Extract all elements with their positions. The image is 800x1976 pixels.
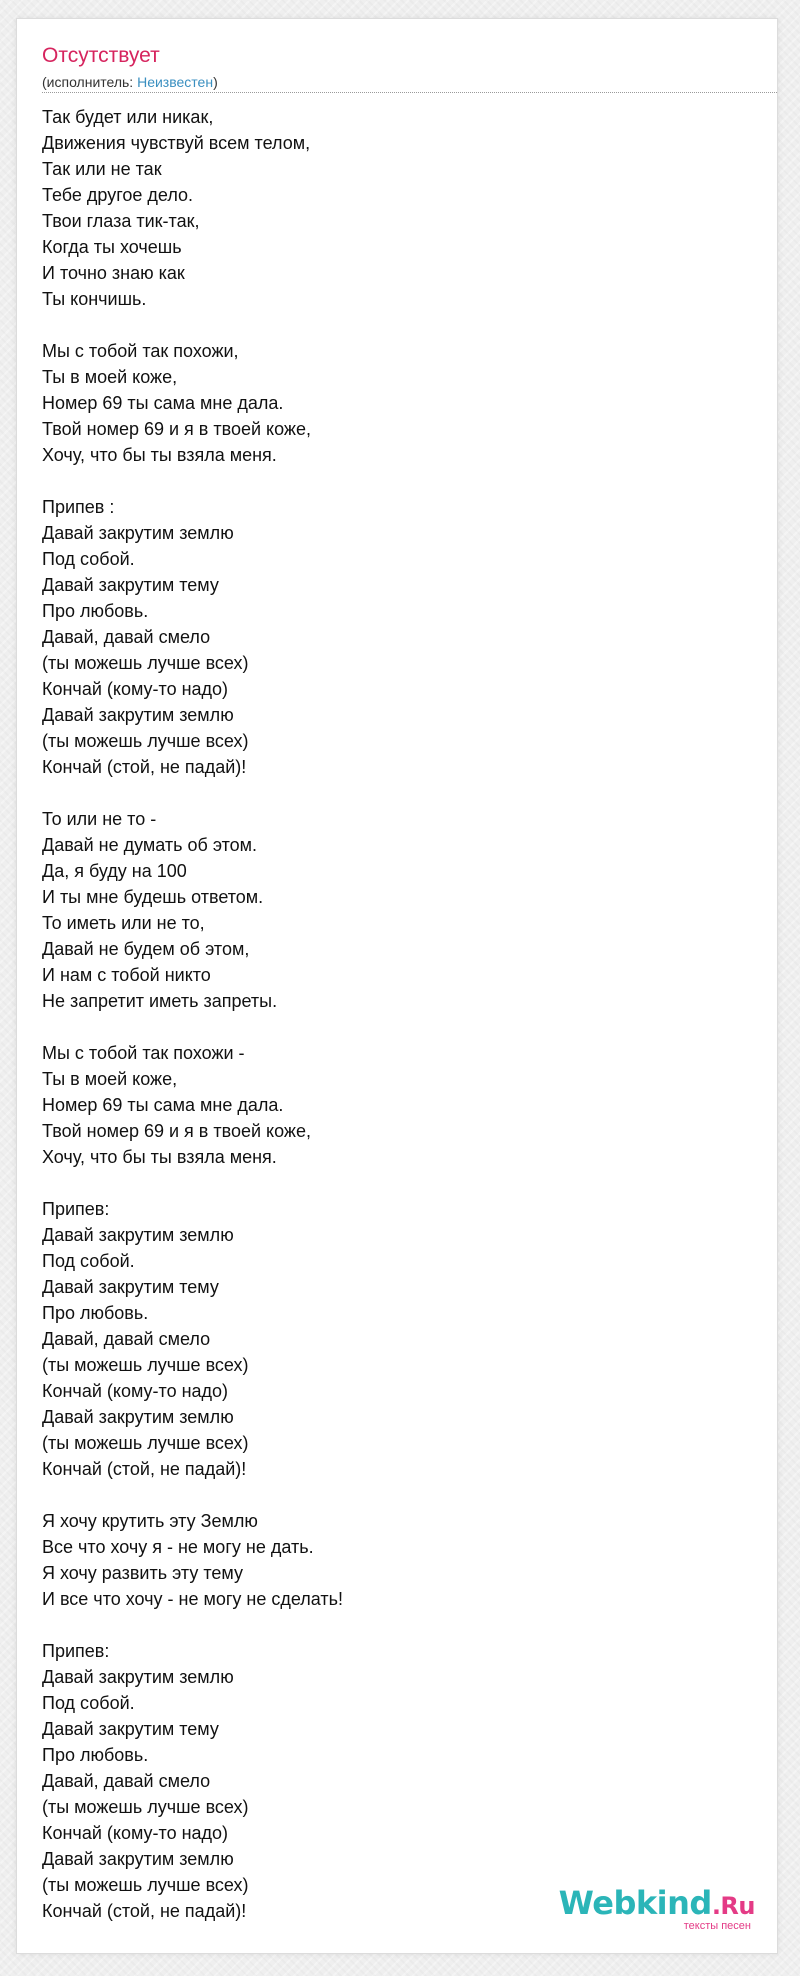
lyrics-text	[42, 104, 762, 1924]
lyric-line: Хочу, что бы ты взяла меня.	[42, 1147, 277, 1167]
stanza-gap	[42, 468, 762, 494]
lyric-line: Давай закрутим тему	[42, 1277, 219, 1297]
lyric-line: То иметь или не то,	[42, 913, 205, 933]
lyric-line: Твои глаза тик-так,	[42, 211, 200, 231]
lyric-line: Припев:	[42, 1199, 110, 1219]
lyric-line: Давай закрутим землю	[42, 523, 234, 543]
lyric-line: Кончай (стой, не падай)!	[42, 757, 247, 777]
lyric-line: Припев :	[42, 497, 115, 517]
logo-name: Webkind	[558, 1884, 712, 1922]
lyric-line: Давай закрутим землю	[42, 705, 234, 725]
lyric-line: И точно знаю как	[42, 263, 185, 283]
logo-tagline: тексты песен	[683, 1920, 751, 1932]
lyric-line: Да, я буду на 100	[42, 861, 187, 881]
stanza-gap	[42, 1612, 762, 1638]
lyric-line: Давай, давай смело	[42, 1771, 211, 1791]
site-logo[interactable]	[555, 1883, 755, 1935]
lyric-line: Под собой.	[42, 549, 135, 569]
lyric-line: Ты кончишь.	[42, 289, 147, 309]
lyric-line: Твой номер 69 и я в твоей коже,	[42, 419, 311, 439]
lyric-line: Припев:	[42, 1641, 110, 1661]
divider	[42, 92, 777, 93]
lyric-line: (ты можешь лучше всех)	[42, 653, 249, 673]
lyric-line: То или не то -	[42, 809, 157, 829]
stanza-gap	[42, 312, 762, 338]
lyric-line: Про любовь.	[42, 1745, 149, 1765]
logo-tld: .Ru	[711, 1892, 755, 1920]
song-title: Отсутствует	[42, 44, 160, 67]
lyric-line: (ты можешь лучше всех)	[42, 1875, 249, 1895]
lyric-line: Под собой.	[42, 1693, 135, 1713]
lyric-line: Давай, давай смело	[42, 627, 211, 647]
lyric-line: Все что хочу я - не могу не дать.	[42, 1537, 314, 1557]
lyric-line: Номер 69 ты сама мне дала.	[42, 1095, 284, 1115]
artist-link[interactable]: Неизвестен	[137, 74, 214, 90]
stanza-gap	[42, 1170, 762, 1196]
lyric-line: Номер 69 ты сама мне дала.	[42, 393, 284, 413]
lyrics-card	[16, 18, 778, 1954]
lyric-line: Хочу, что бы ты взяла меня.	[42, 445, 277, 465]
lyric-line: Твой номер 69 и я в твоей коже,	[42, 1121, 311, 1141]
lyric-line: И ты мне будешь ответом.	[42, 887, 264, 907]
lyric-line: (ты можешь лучше всех)	[42, 1433, 249, 1453]
lyric-line: (ты можешь лучше всех)	[42, 1355, 249, 1375]
lyric-line: Давай не думать об этом.	[42, 835, 258, 855]
stanza-gap	[42, 780, 762, 806]
lyric-line: Давай закрутим землю	[42, 1407, 234, 1427]
lyric-line: Движения чувствуй всем телом,	[42, 133, 311, 153]
lyric-line: Кончай (стой, не падай)!	[42, 1459, 247, 1479]
artist-line	[42, 73, 218, 91]
lyric-line: Давай закрутим землю	[42, 1225, 234, 1245]
lyric-line: Давай, давай смело	[42, 1329, 211, 1349]
lyric-line: Ты в моей коже,	[42, 1069, 178, 1089]
lyric-line: (ты можешь лучше всех)	[42, 1797, 249, 1817]
lyric-line: Давай закрутим тему	[42, 1719, 219, 1739]
lyric-line: Давай закрутим тему	[42, 575, 219, 595]
lyric-line: Мы с тобой так похожи -	[42, 1043, 245, 1063]
stanza-gap	[42, 1014, 762, 1040]
stanza-gap	[42, 1482, 762, 1508]
lyric-line: Так будет или никак,	[42, 107, 214, 127]
lyric-line: Не запретит иметь запреты.	[42, 991, 278, 1011]
artist-suffix: )	[213, 74, 218, 90]
lyric-line: Я хочу развить эту тему	[42, 1563, 243, 1583]
lyric-line: Под собой.	[42, 1251, 135, 1271]
lyric-line: И нам с тобой никто	[42, 965, 211, 985]
lyric-line: Ты в моей коже,	[42, 367, 178, 387]
lyric-line: Так или не так	[42, 159, 162, 179]
lyric-line: Давай закрутим землю	[42, 1849, 234, 1869]
lyric-line: Кончай (кому-то надо)	[42, 679, 229, 699]
lyric-line: Давай закрутим землю	[42, 1667, 234, 1687]
lyric-line: Давай не будем об этом,	[42, 939, 250, 959]
artist-prefix: (исполнитель:	[42, 74, 138, 90]
lyric-line: (ты можешь лучше всех)	[42, 731, 249, 751]
lyric-line: Я хочу крутить эту Землю	[42, 1511, 258, 1531]
lyric-line: Про любовь.	[42, 1303, 149, 1323]
lyric-line: Тебе другое дело.	[42, 185, 194, 205]
lyric-line: Мы с тобой так похожи,	[42, 341, 239, 361]
lyric-line: И все что хочу - не могу не сделать!	[42, 1589, 344, 1609]
lyric-line: Когда ты хочешь	[42, 237, 182, 257]
lyric-line: Кончай (кому-то надо)	[42, 1381, 229, 1401]
lyric-line: Кончай (стой, не падай)!	[42, 1901, 247, 1921]
lyric-line: Кончай (кому-то надо)	[42, 1823, 229, 1843]
lyric-line: Про любовь.	[42, 601, 149, 621]
